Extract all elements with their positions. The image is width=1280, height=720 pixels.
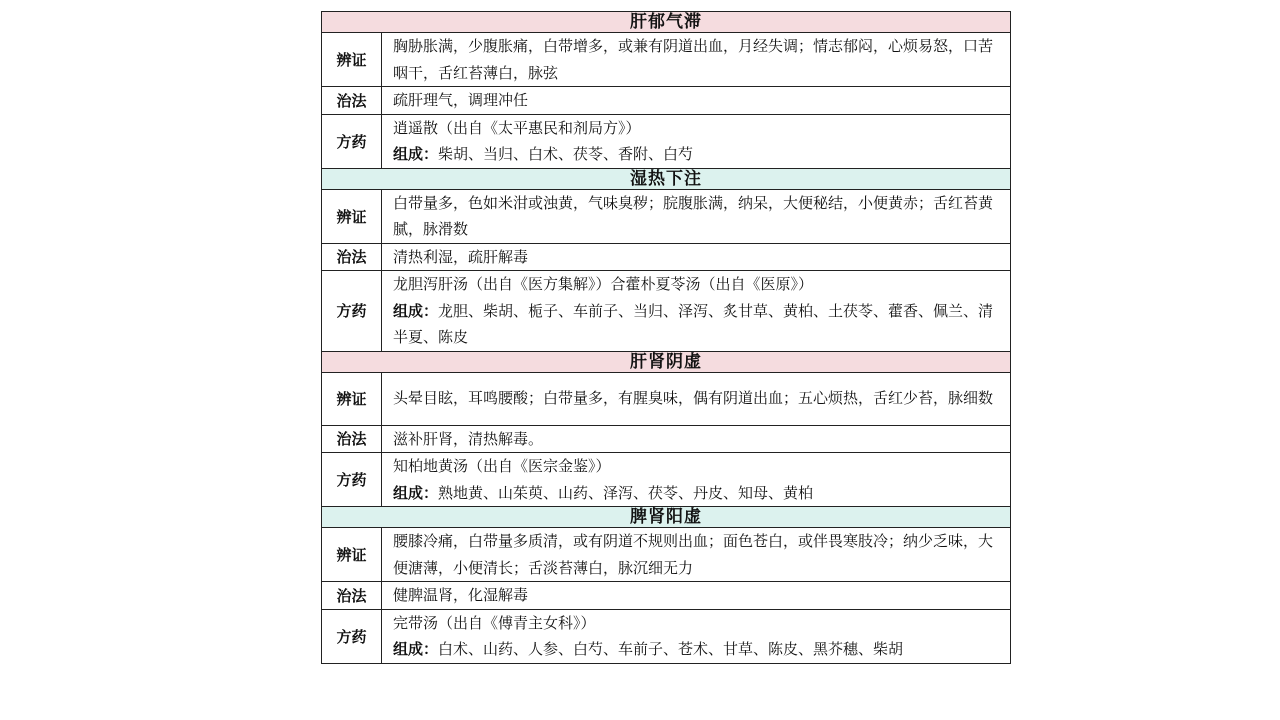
row-label-treatment: 治法 <box>322 87 382 115</box>
formula-cell <box>382 609 1011 663</box>
table-row-syndrome <box>322 528 1011 582</box>
table-row-formula <box>322 453 1011 507</box>
composition-prefix: 组成： <box>393 145 439 163</box>
row-label-syndrome: 辨证 <box>322 33 382 87</box>
table-row-syndrome <box>322 372 1011 425</box>
section-title: 湿热下注 <box>322 168 1011 189</box>
section-title: 肝肾阴虚 <box>322 351 1011 372</box>
table-row-treatment <box>322 425 1011 453</box>
formula-name: 知柏地黄汤（出自《医宗金鉴》） <box>393 457 611 475</box>
row-label-formula: 方药 <box>322 453 382 507</box>
treatment-text: 疏肝理气，调理冲任 <box>382 87 1011 115</box>
table-row-treatment <box>322 582 1011 610</box>
formula-name: 完带汤（出自《傅青主女科》） <box>393 613 596 632</box>
row-label-syndrome: 辨证 <box>322 189 382 243</box>
table-row-formula <box>322 609 1011 663</box>
syndrome-text: 胸胁胀满，少腹胀痛，白带增多，或兼有阴道出血，月经失调；情志郁闷，心烦易怒，口苦咽干，舌红苔薄白，脉弦 <box>382 33 1011 87</box>
syndrome-text: 白带量多，色如米泔或浊黄，气味臭秽；脘腹胀满，纳呆，大便秘结，小便黄赤；舌红苔黄腻，脉滑数 <box>382 189 1011 243</box>
composition-prefix: 组成： <box>393 640 439 658</box>
composition-line <box>393 636 1002 663</box>
treatment-text: 健脾温肾，化湿解毒 <box>382 582 1011 610</box>
formula-name: 逍遥散（出自《太平惠民和剂局方》） <box>393 118 641 137</box>
row-label-formula: 方药 <box>322 114 382 168</box>
composition-prefix: 组成： <box>393 483 439 502</box>
formula-cell <box>382 271 1011 352</box>
composition-prefix: 组成： <box>393 301 439 320</box>
section-header-gan-yu-qi-zhi <box>322 12 1011 33</box>
composition-line <box>393 298 1002 351</box>
section-header-shi-re-xia-zhu <box>322 168 1011 189</box>
section-title: 脾肾阳虚 <box>322 507 1011 528</box>
composition-text: 柴胡、当归、白术、茯苓、香附、白芍 <box>438 145 694 163</box>
formula-cell <box>382 114 1011 168</box>
row-label-formula: 方药 <box>322 271 382 352</box>
row-label-treatment: 治法 <box>322 582 382 610</box>
formula-cell <box>382 453 1011 507</box>
syndrome-text: 头晕目眩，耳鸣腰酸；白带量多，有腥臭味，偶有阴道出血；五心烦热，舌红少苔，脉细数 <box>382 372 1011 425</box>
composition-line <box>393 141 1002 168</box>
formula-name: 龙胆泻肝汤（出自《医方集解》）合藿朴夏苓汤（出自《医原》） <box>393 275 814 293</box>
table-row-syndrome <box>322 33 1011 87</box>
section-header-pi-shen-yang-xu <box>322 507 1011 528</box>
table-row-formula <box>322 114 1011 168</box>
table-row-syndrome <box>322 189 1011 243</box>
composition-text: 熟地黄、山茱萸、山药、泽泻、茯苓、丹皮、知母、黄柏 <box>438 483 814 502</box>
table-row-formula <box>322 271 1011 352</box>
composition-text: 白术、山药、人参、白芍、车前子、苍术、甘草、陈皮、黑芥穗、柴胡 <box>438 640 904 658</box>
table-row-treatment <box>322 87 1011 115</box>
section-header-gan-shen-yin-xu <box>322 351 1011 372</box>
row-label-treatment: 治法 <box>322 243 382 271</box>
table-row-treatment <box>322 243 1011 271</box>
row-label-syndrome: 辨证 <box>322 528 382 582</box>
syndrome-text: 腰膝冷痛，白带量多质清，或有阴道不规则出血；面色苍白，或伴畏寒肢冷；纳少乏味，大便溏薄，小便清长；舌淡苔薄白，脉沉细无力 <box>382 528 1011 582</box>
treatment-text: 清热利湿，疏肝解毒 <box>382 243 1011 271</box>
syndrome-treatment-table <box>321 11 1011 664</box>
composition-line <box>393 480 1002 507</box>
row-label-syndrome: 辨证 <box>322 372 382 425</box>
row-label-formula: 方药 <box>322 609 382 663</box>
treatment-text: 滋补肝肾，清热解毒。 <box>382 425 1011 453</box>
composition-text: 龙胆、柴胡、栀子、车前子、当归、泽泻、炙甘草、黄柏、土茯苓、藿香、佩兰、清半夏、陈皮 <box>393 301 994 346</box>
section-title: 肝郁气滞 <box>322 12 1011 33</box>
row-label-treatment: 治法 <box>322 425 382 453</box>
